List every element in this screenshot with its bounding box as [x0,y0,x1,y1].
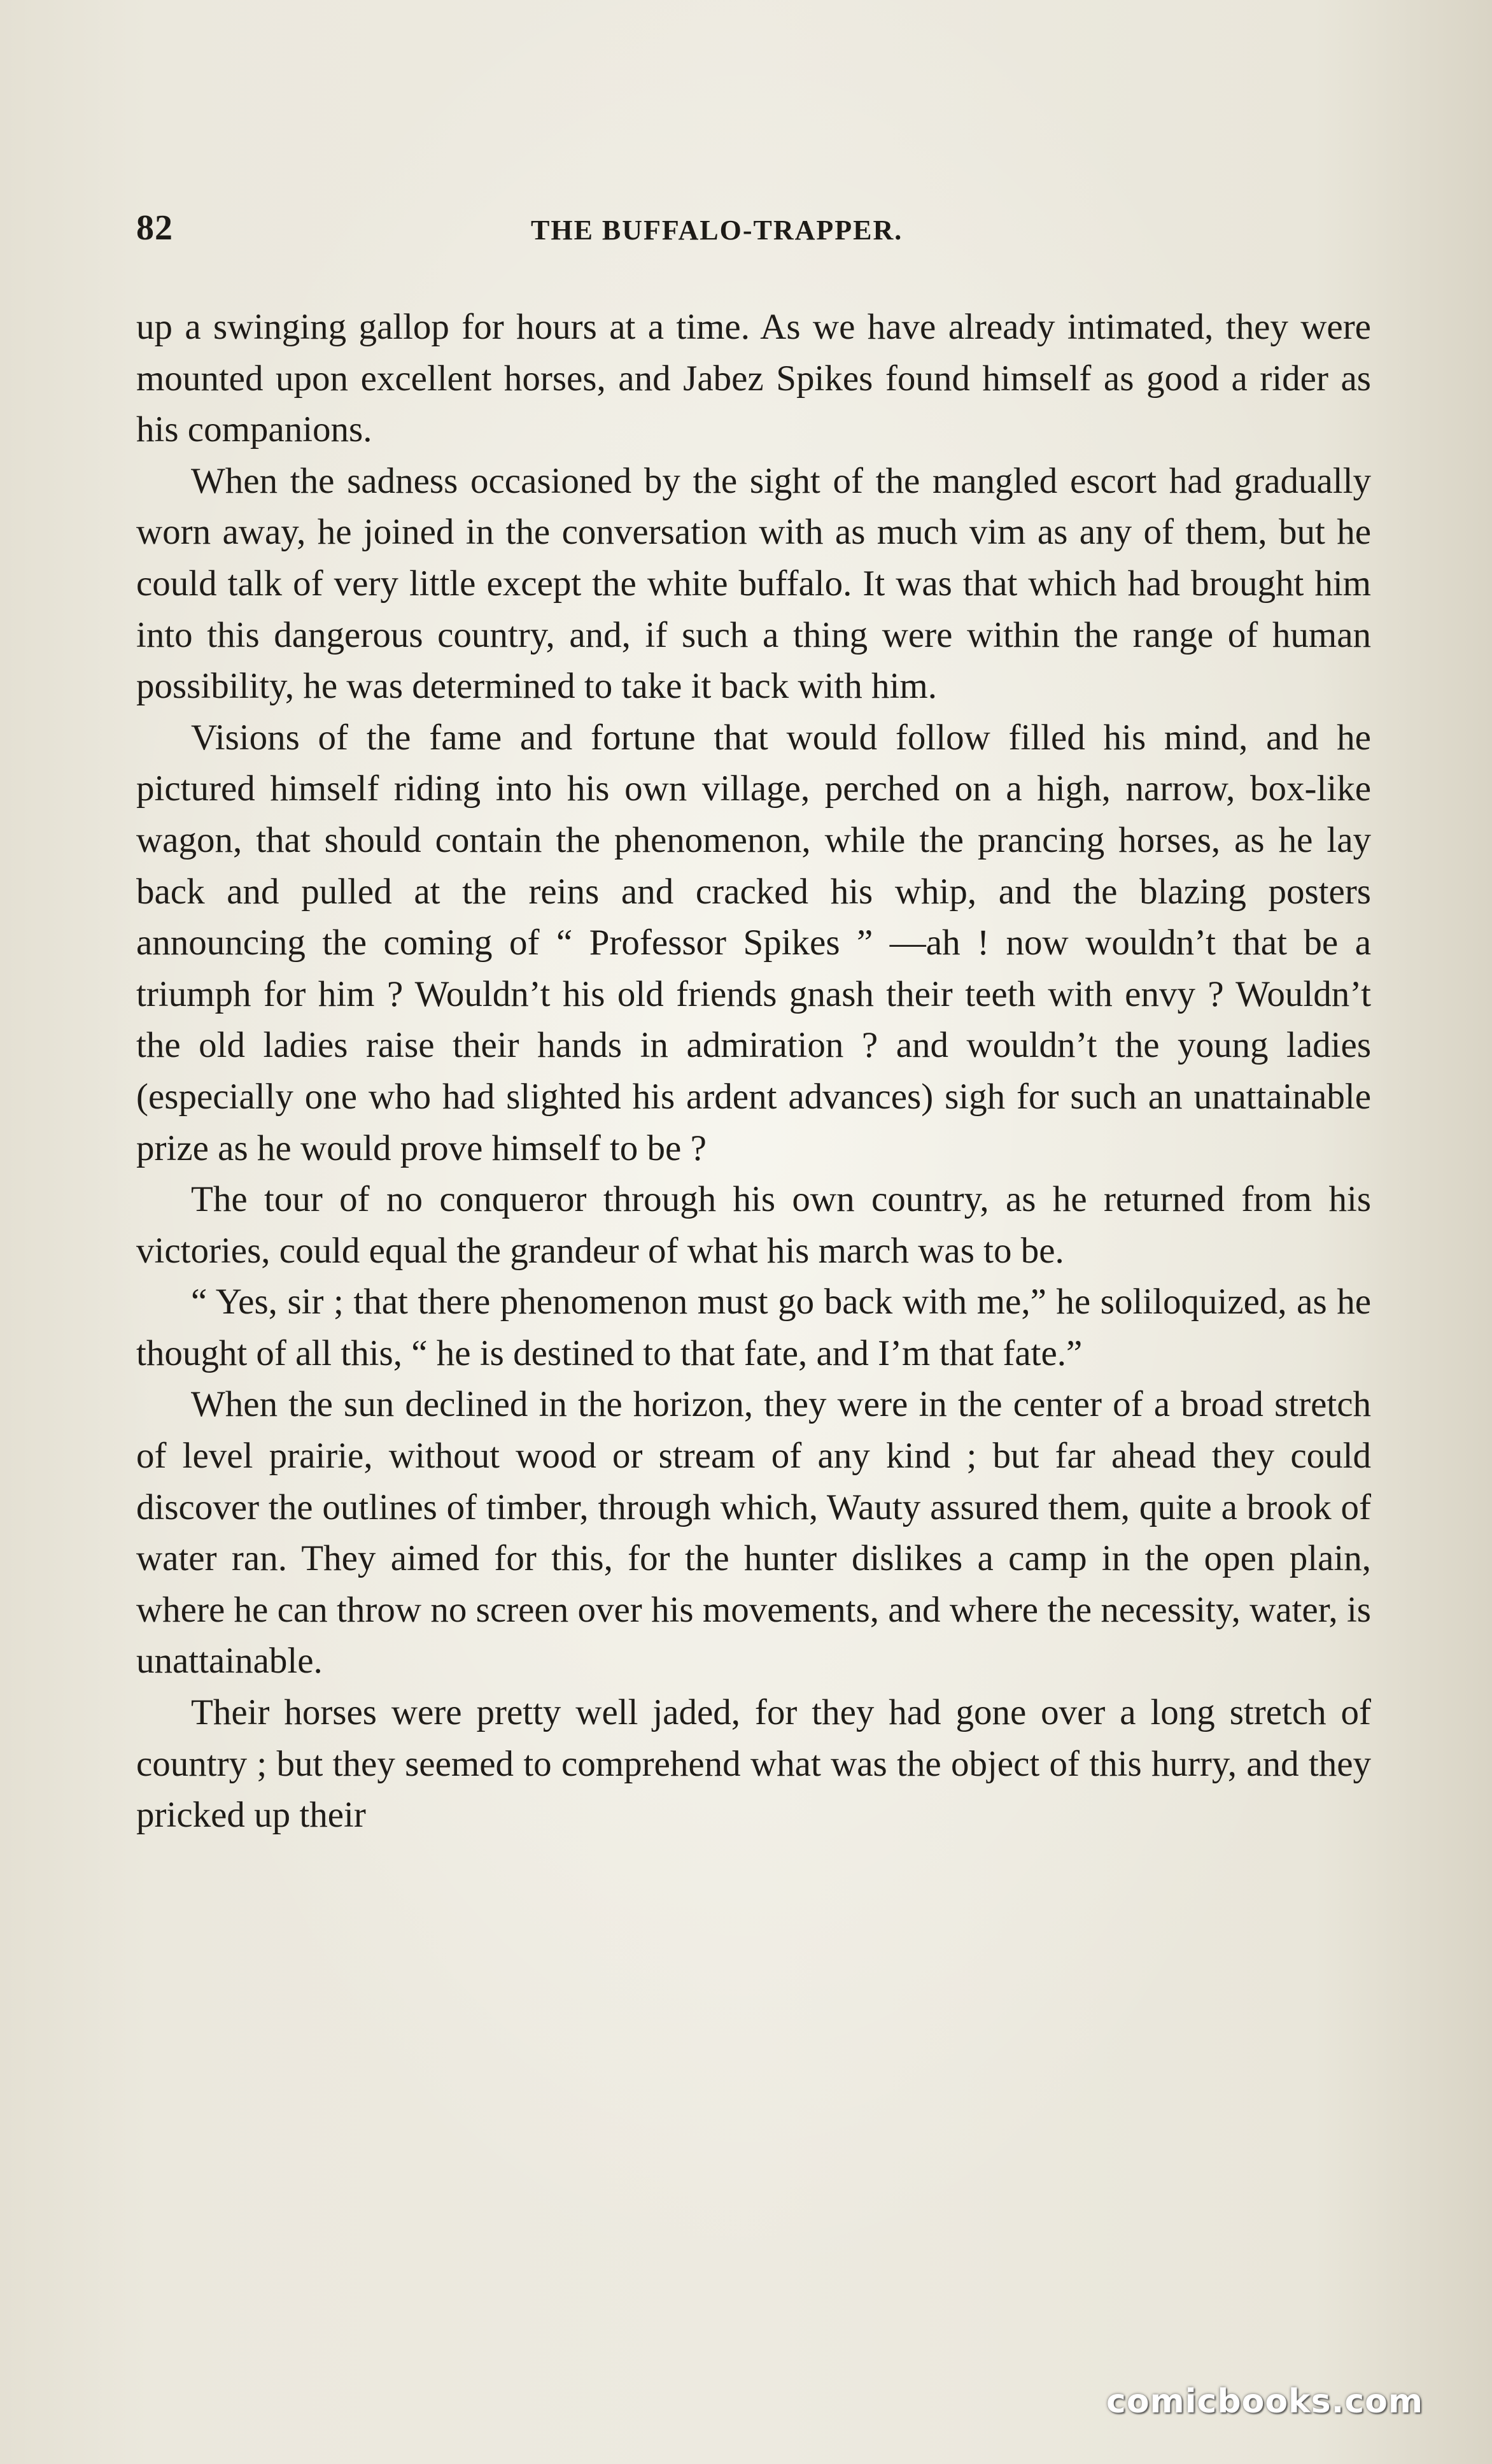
running-head: THE BUFFALO-TRAPPER. [531,215,903,246]
paragraph: up a swinging gallop for hours at a time. As we have already intimated, they were mounted upon excellent horses, and Jabez Spikes found himself as good a rider as his companions. [136,307,1371,450]
page-number: 82 [136,208,173,248]
paragraph: The tour of no conqueror through his own country, as he returned from his victories, could equal the grandeur of what his march was to be. [136,1179,1371,1271]
page-header [136,208,1371,248]
paragraph: When the sun declined in the horizon, they were in the center of a broad stretch of level prairie, without wood or stream of any kind ; but far ahead they could discover the outlines of timber, through which, Wauty assured them, quite a brook of water ran. They aimed for this, for the hunter dislikes a camp in the open plain, where he can throw no screen over his movements, and where the necessity, water, is unattainable. [136,1384,1371,1682]
paragraph: Their horses were pretty well jaded, for they had gone over a long stretch of country ; but they seemed to comprehend what was the object of this hurry, and they pricked up their [136,1692,1371,1836]
paragraph: When the sadness occasioned by the sight of the mangled escort had gradually worn away, he joined in the conversation with as much vim as any of them, but he could talk of very little except the white buffalo. It was that which had brought him into this dangerous country, and, if such a thing were within the range of human possibility, he was determined to take it back with him. [136,460,1371,707]
watermark-text: comicbooks.com [1106,2383,1424,2421]
paragraph: Visions of the fame and fortune that would follow filled his mind, and he pictured himself riding into his own village, perched on a high, narrow, box-like wagon, that should contain the phenomenon, while the prancing horses, as he lay back and pulled at the reins and cracked his whip, and the blazing posters announcing the coming of “ Professor Spikes ” —ah ! now wouldn’t that be a triumph for him ? Wouldn’t his old friends gnash their teeth with envy ? Wouldn’t the old ladies raise their hands in admiration ? and wouldn’t the young ladies (especially one who had slighted his ardent advances) sigh for such an unattainable prize as he would prove himself to be ? [136,717,1371,1168]
body-text [136,302,1371,1841]
paragraph: “ Yes, sir ; that there phenomenon must go back with me,” he soliloquized, as he thought of all this, “ he is destined to that fate, and I’m that fate.” [136,1282,1371,1373]
